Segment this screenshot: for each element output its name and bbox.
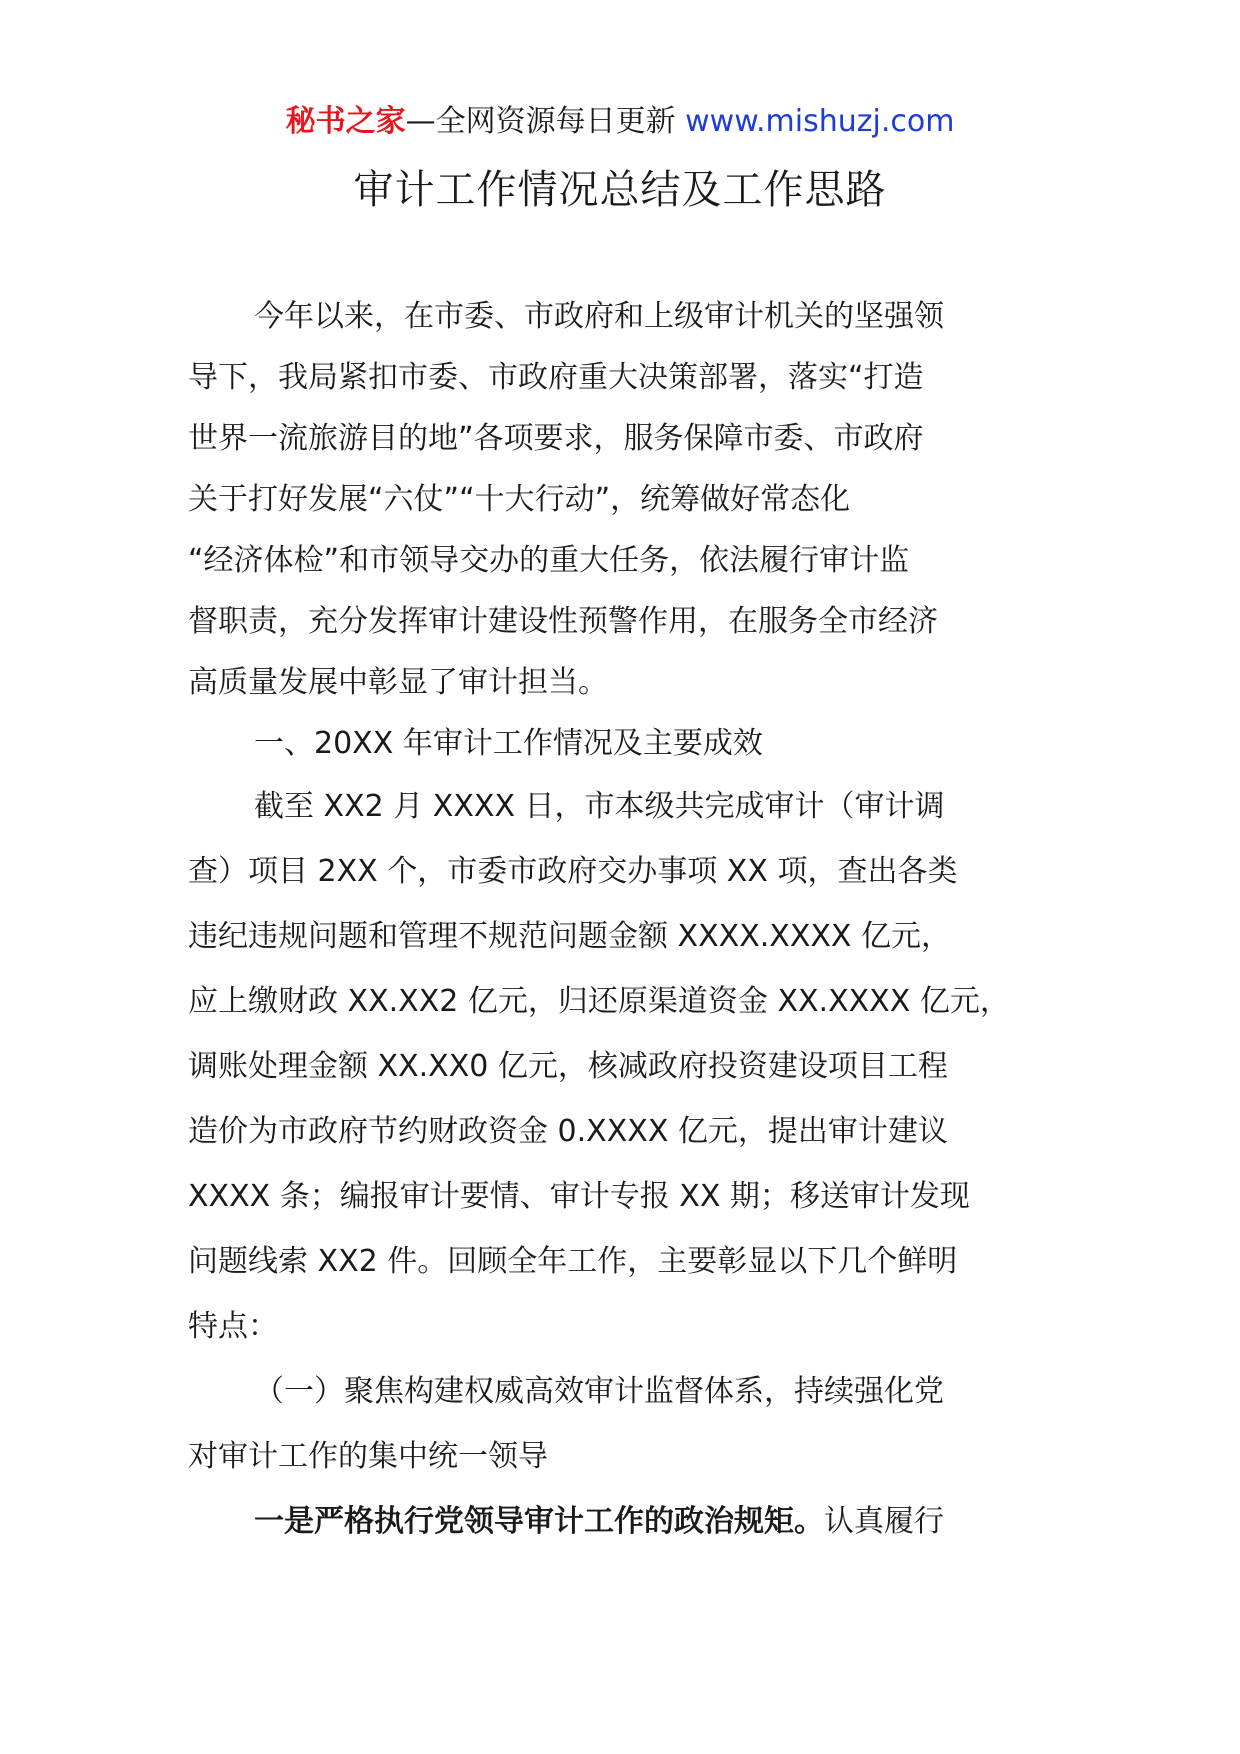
text-line: 调账处理金额 XX.XX0 亿元，核减政府投资建设项目工程 (188, 1049, 948, 1084)
intro-paragraph (188, 286, 1088, 774)
subsection-heading-line: （一）聚焦构建权威高效审计监督体系，持续强化党 (254, 1374, 944, 1409)
brand-name: 秘书之家 (285, 104, 406, 139)
text-line: 高质量发展中彰显了审计担当。 (188, 665, 608, 700)
text-line: 督职责，充分发挥审计建设性预警作用，在服务全市经济 (188, 604, 938, 639)
subsection-heading-line: 对审计工作的集中统一领导 (188, 1439, 548, 1474)
text-line: 查）项目 2XX 个，市委市政府交办事项 XX 项，查出各类 (188, 854, 958, 889)
text-line: 问题线索 XX2 件。回顾全年工作，主要彰显以下几个鲜明 (188, 1244, 958, 1279)
point-one-paragraph (188, 1489, 1088, 1554)
text-line: 截至 XX2 月 XXXX 日，市本级共完成审计（审计调 (254, 789, 945, 824)
point-one-text: 认真履行 (824, 1504, 944, 1539)
document-body (188, 286, 1088, 1554)
text-line: 违纪违规问题和管理不规范问题金额 XXXX.XXXX 亿元， (188, 919, 952, 954)
text-line: 今年以来，在市委、市政府和上级审计机关的坚强领 (254, 299, 944, 334)
site-header (0, 102, 1240, 142)
text-line: 导下，我局紧扣市委、市政府重大决策部署，落实“打造 (188, 360, 924, 395)
text-line: 关于打好发展“六仗”“十大行动”，统筹做好常态化 (188, 482, 851, 517)
point-one-lead: 一是严格执行党领导审计工作的政治规矩。 (254, 1504, 824, 1539)
text-line: “经济体检”和市领导交办的重大任务，依法履行审计监 (188, 543, 910, 578)
text-line: XXXX 条；编报审计要情、审计专报 XX 期；移送审计发现 (188, 1179, 970, 1214)
text-line: 特点： (188, 1309, 278, 1344)
text-line: 造价为市政府节约财政资金 0.XXXX 亿元，提出审计建议 (188, 1114, 948, 1149)
text-line: 应上缴财政 XX.XX2 亿元，归还原渠道资金 XX.XXXX 亿元， (188, 984, 1010, 1019)
document-title: 审计工作情况总结及工作思路 (353, 167, 887, 213)
results-section (188, 774, 1088, 1554)
site-url-link[interactable]: www.mishuzj.com (685, 104, 955, 139)
header-slogan: —全网资源每日更新 (405, 104, 676, 139)
section-heading: 一、20XX 年审计工作情况及主要成效 (254, 726, 763, 761)
text-line: 世界一流旅游目的地”各项要求，服务保障市委、市政府 (188, 421, 924, 456)
